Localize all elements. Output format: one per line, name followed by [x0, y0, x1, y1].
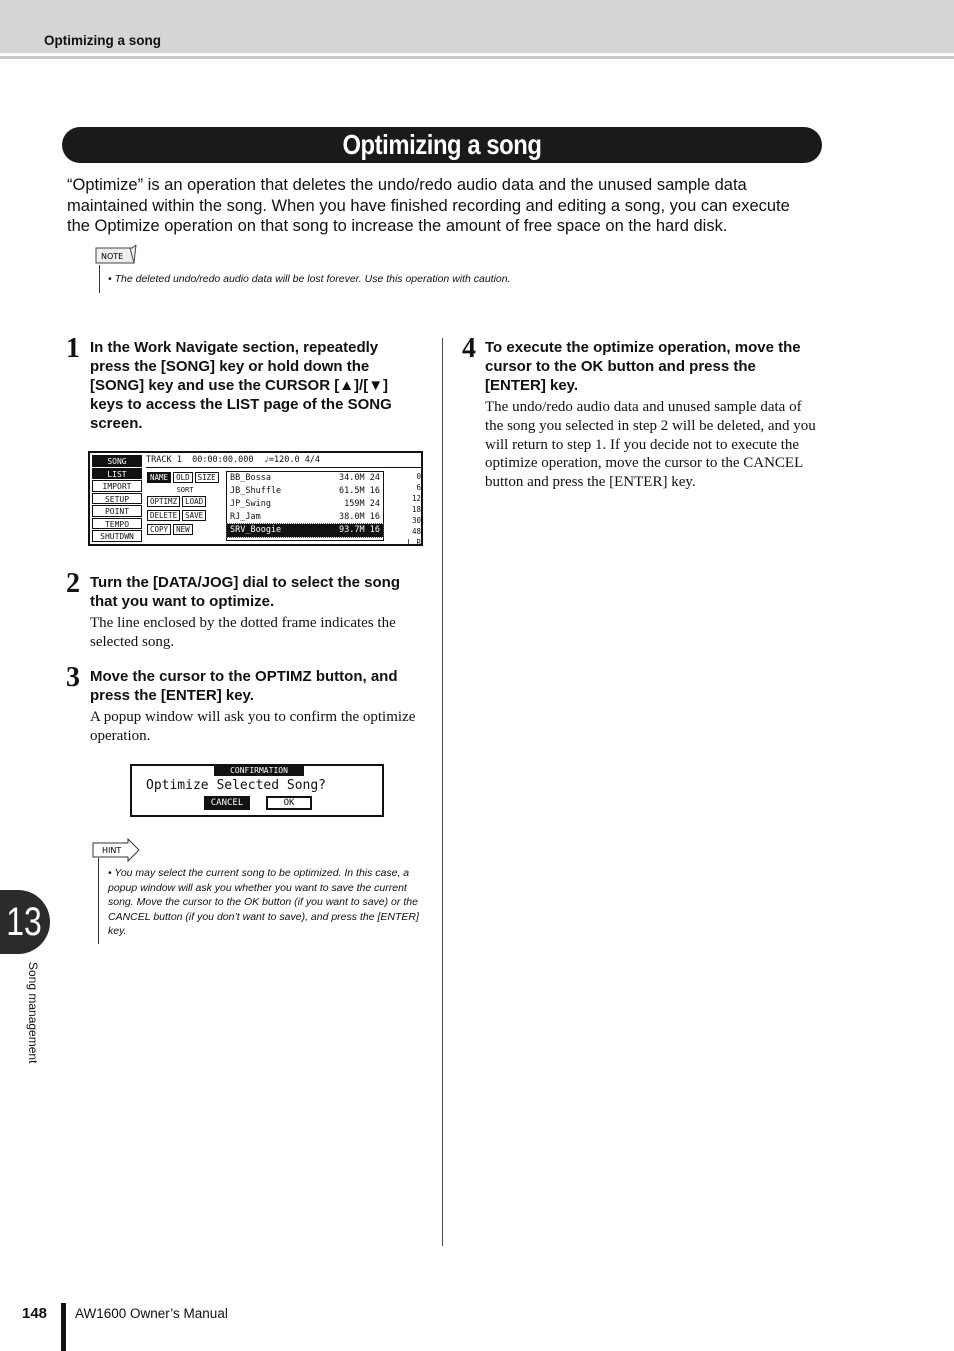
chapter-side-label: Song management [26, 962, 40, 1064]
lcd-button: NAME [147, 472, 171, 483]
lcd-button: SIZE [195, 472, 219, 483]
chapter-tab [0, 890, 50, 954]
lcd-button: OLD [173, 472, 193, 483]
lcd-button: DELETE [147, 510, 180, 521]
lcd-button: LOAD [182, 496, 206, 507]
step-number: 2 [66, 568, 80, 599]
lcd-sort-label: SORT [176, 486, 194, 494]
note-bar [99, 265, 100, 293]
cancel-button: CANCEL [204, 796, 250, 810]
lcd-status-bar [146, 455, 421, 468]
lcd-menu-item: IMPORT [92, 480, 142, 492]
hint-text: • You may select the current song to be optimized. In this case, a popup window will ask you whether you want to save the current song. Move the cursor to the OK button (if you want to save) or the CANCEL button (if you don’t want to save), and press the [ENTER] key. [108, 867, 419, 937]
step-number: 1 [66, 333, 80, 364]
intro-paragraph: “Optimize” is an operation that deletes the undo/redo audio data and the unused sample data maintained within the song. When you have finished recording and editing a song, you can execute the Optimize operation on that song to increase the amount of free space on the hard disk. [67, 176, 790, 235]
lcd-song-row: JB_Shuffle 61.5M 16 [230, 486, 380, 496]
manual-title: AW1600 Owner’s Manual [75, 1306, 228, 1321]
hint-icon [92, 838, 142, 864]
confirmation-title: CONFIRMATION [214, 765, 304, 776]
step-heading: Move the cursor to the OPTIMZ button, and press the [ENTER] key. [90, 668, 398, 704]
lcd-song-list [226, 471, 384, 541]
lcd-menu-item: SHUTDWN [92, 530, 142, 542]
lcd-tempo: ♩=120.0 4/4 [263, 455, 321, 465]
confirmation-question: Optimize Selected Song? [146, 778, 327, 793]
lcd-menu-item: LIST [92, 468, 142, 480]
lcd-time: 00:00:00.000 [192, 455, 254, 465]
lcd-title: SONG [92, 455, 142, 467]
step-body: The line enclosed by the dotted frame indicates the selected song. [90, 615, 396, 650]
song-list-screen [88, 451, 423, 546]
lcd-buttons [146, 471, 224, 537]
step-body: The undo/redo audio data and unused sample data of the song you selected in step 2 will be deleted, and you will return to step 1. If you decide not to execute the optimize operation, move the cursor to the CANCEL button and press the [ENTER] key. [485, 399, 816, 491]
title-banner [62, 127, 822, 163]
step-body: A popup window will ask you to confirm the optimize operation. [90, 709, 416, 744]
lcd-song-row: BB_Bossa 34.0M 24 [230, 473, 380, 483]
header-section-title: Optimizing a song [44, 33, 161, 48]
hint-bar [98, 858, 99, 944]
lcd-button: SAVE [182, 510, 206, 521]
footer-bar [61, 1303, 66, 1351]
column-divider [442, 338, 443, 1246]
note-label: NOTE [101, 252, 124, 261]
step-heading: Turn the [DATA/JOG] dial to select the song that you want to optimize. [90, 574, 401, 610]
lcd-song-row-selected: SRV_Boogie 93.7M 16 [227, 524, 383, 537]
header-divider-gray [0, 56, 954, 59]
lcd-button: NEW [173, 524, 193, 535]
page-title: Optimizing a song [342, 129, 542, 160]
step-number: 3 [66, 662, 80, 693]
lcd-song-row: RJ_Jam 38.0M 16 [230, 512, 380, 522]
lcd-button: COPY [147, 524, 171, 535]
chapter-number: 13 [6, 900, 42, 944]
step-heading: In the Work Navigate section, repeatedly press the [SONG] key or hold down the [SONG] key and use the CURSOR [▲]/[▼] keys to access the LIST page of the SONG screen. [90, 339, 392, 432]
page-header [0, 0, 954, 53]
lcd-menu [92, 455, 142, 543]
note-text: • The deleted undo/redo audio data will be lost forever. Use this operation with caution. [108, 273, 511, 285]
lcd-level-meter: 0 6 12 18 30 48 L R [407, 472, 421, 547]
confirmation-popup [130, 764, 384, 817]
note-icon [94, 245, 140, 269]
lcd-menu-item: POINT [92, 505, 142, 517]
page-number: 148 [22, 1305, 48, 1322]
ok-button: OK [266, 796, 312, 810]
step-number: 4 [462, 333, 476, 364]
lcd-menu-item: SETUP [92, 493, 142, 505]
lcd-menu-item: TEMPO [92, 518, 142, 530]
lcd-button: OPTIMZ [147, 496, 180, 507]
hint-block [92, 838, 427, 946]
hint-label: HINT [102, 846, 122, 855]
note-block [94, 245, 594, 293]
lcd-track: TRACK 1 [146, 455, 182, 465]
step-heading: To execute the optimize operation, move the cursor to the OK button and press the [ENTER] key. [485, 339, 801, 394]
lcd-song-row: JP_Swing 159M 24 [230, 499, 380, 509]
